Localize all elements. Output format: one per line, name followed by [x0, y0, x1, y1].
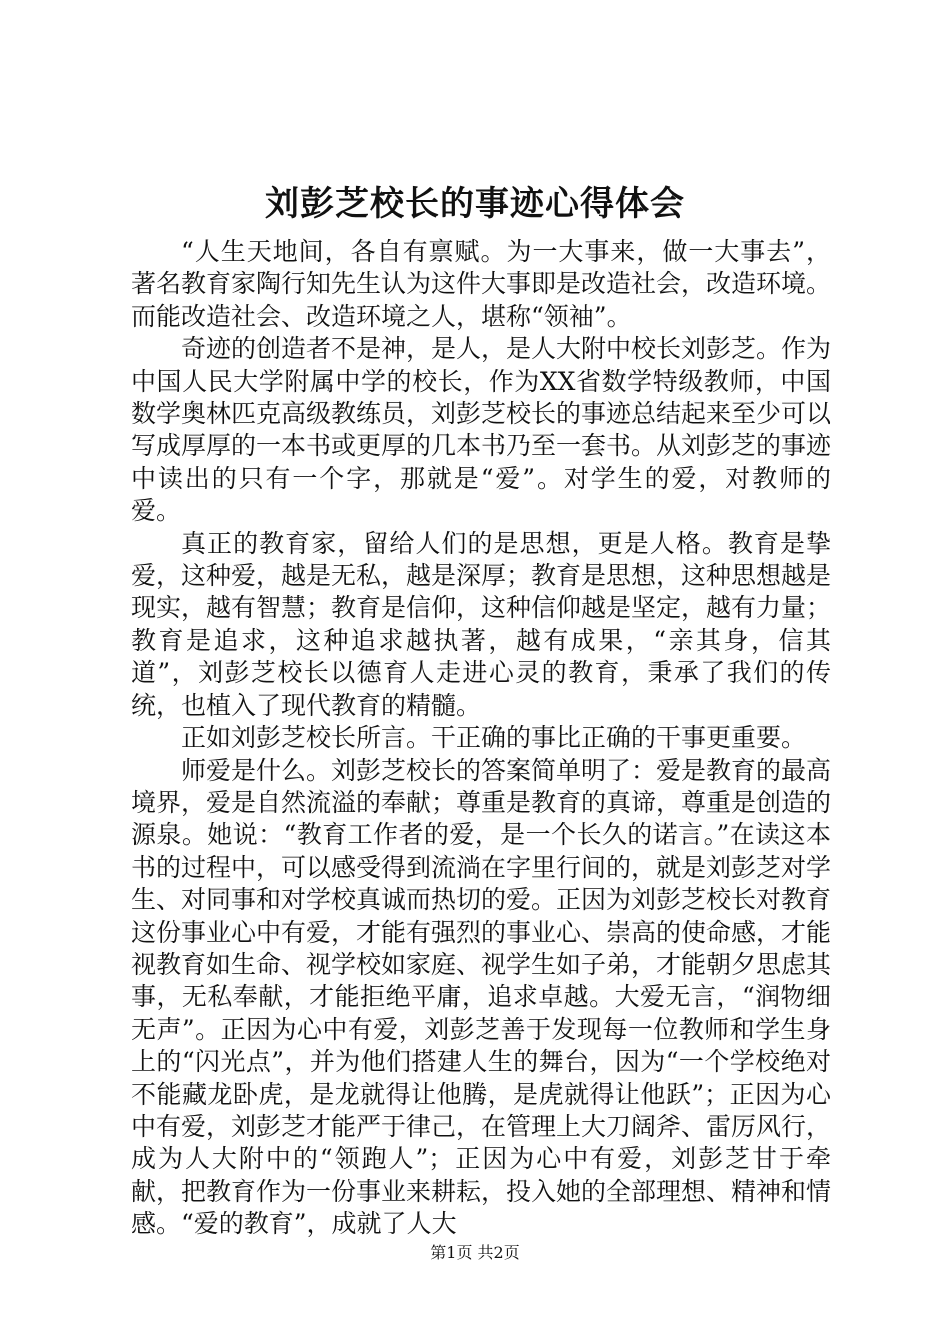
paragraph-3: 真正的教育家，留给人们的是思想，更是人格。教育是挚爱，这种爱，越是无私，越是深厚；教育是思想，这种思想越是现实，越有智慧；教育是信仰，这种信仰越是坚定，越有力量；教育是追求，这种追求越执著，越有成果，“亲其身，信其道”，刘彭芝校长以德育人走进心灵的教育，秉承了我们的传统，也植入了现代教育的精髓。 [131, 528, 832, 720]
paragraph-1: “人生天地间，各自有禀赋。为一大事来，做一大事去”，著名教育家陶行知先生认为这件大事即是改造社会，改造环境。而能改造社会、改造环境之人，堪称“领袖”。 [131, 237, 832, 331]
paragraph-5: 师爱是什么。刘彭芝校长的答案简单明了：爱是教育的最高境界，爱是自然流溢的奉献；尊重是教育的真谛，尊重是创造的源泉。她说：“教育工作者的爱，是一个长久的诺言。”在读这本书的过程中，可以感受得到流淌在字里行间的，就是刘彭芝对学生、对同事和对学校真诚而热切的爱。正因为刘彭芝校长对教育这份事业心中有爱，才能有强烈的事业心、崇高的使命感，才能视教育如生命、视学校如家庭、视学生如子弟，才能朝夕思虑其事，无私奉献，才能拒绝平庸，追求卓越。大爱无言，“润物细无声”。正因为心中有爱，刘彭芝善于发现每一位教师和学生身上的“闪光点”，并为他们搭建人生的舞台，因为“一个学校绝对不能藏龙卧虎，是龙就得让他腾，是虎就得让他跃”；正因为心中有爱，刘彭芝才能严于律己，在管理上大刀阔斧、雷厉风行，成为人大附中的“领跑人”；正因为心中有爱，刘彭芝甘于牵献，把教育作为一份事业来耕耘，投入她的全部理想、精神和情感。“爱的教育”，成就了人大 [131, 755, 832, 1239]
page-footer: 第1页 共2页 [430, 1243, 520, 1262]
document-body [131, 236, 831, 1241]
paragraph-4: 正如刘彭芝校长所言。干正确的事比正确的干事更重要。 [181, 723, 807, 753]
document-title: 刘彭芝校长的事迹心得体会 [265, 184, 685, 224]
paragraph-2: 奇迹的创造者不是神，是人，是人大附中校长刘彭芝。作为中国人民大学附属中学的校长，作为XX省数学特级教师，中国数学奥林匹克高级教练员，刘彭芝校长的事迹总结起来至少可以写成厚厚的一本书或更厚的几本书乃至一套书。从刘彭芝的事迹中读出的只有一个字，那就是“爱”。对学生的爱，对教师的爱。 [131, 334, 832, 526]
